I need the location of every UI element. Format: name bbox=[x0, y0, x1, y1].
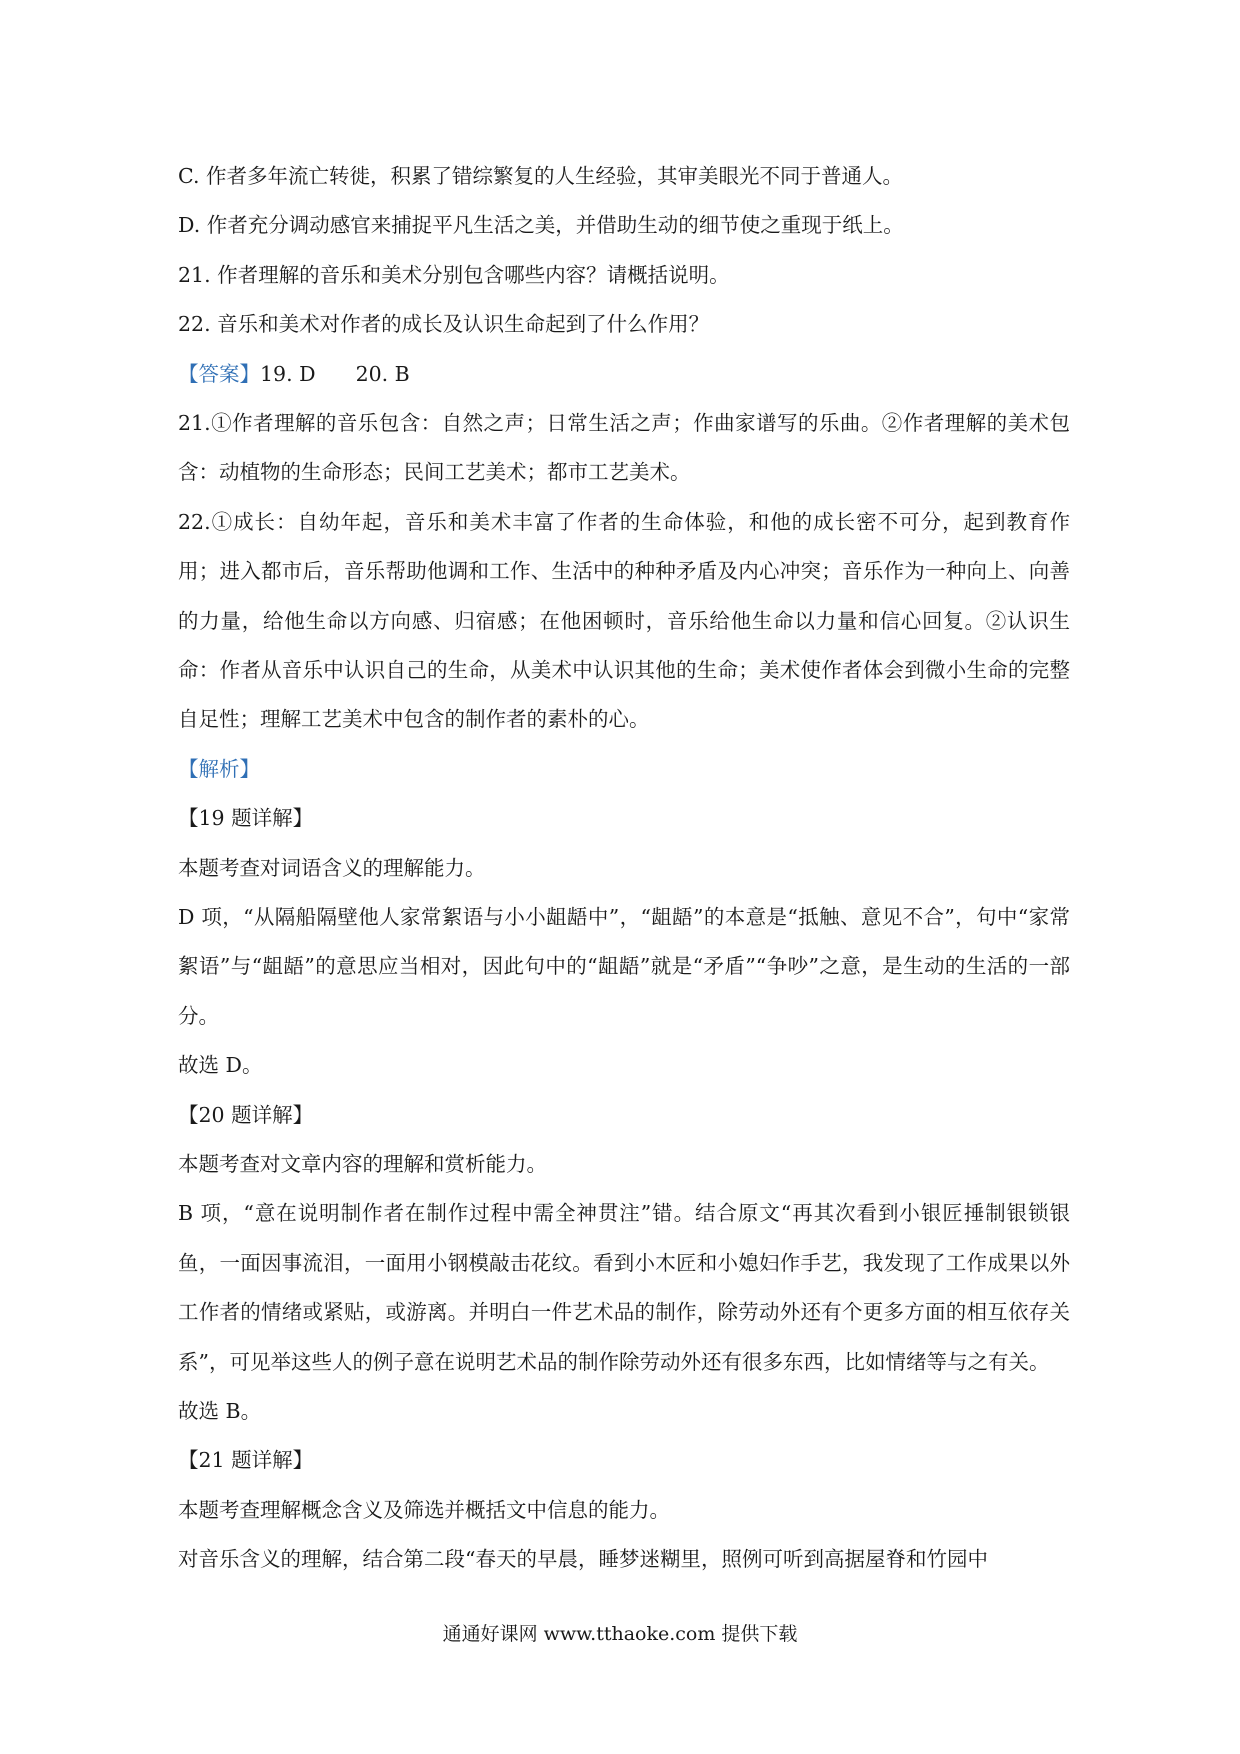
answer-19: 19. D bbox=[260, 361, 316, 386]
question-22: 22. 音乐和美术对作者的成长及认识生命起到了什么作用？ bbox=[178, 312, 710, 337]
answer-20: 20. B bbox=[355, 361, 410, 386]
answer-21: 21.①作者理解的音乐包含：自然之声；日常生活之声；作曲家谱写的乐曲。②作者理解的美术包含：动植物的生命形态；民间工艺美术；都市工艺美术。 bbox=[178, 410, 1070, 485]
section-21-heading: 【21 题详解】 bbox=[178, 1448, 314, 1473]
footer-watermark: 通通好课网 www.tthaoke.com 提供下载 bbox=[442, 1623, 798, 1645]
section-21-body: 对音乐含义的理解，结合第二段“春天的早晨，睡梦迷糊里，照例可听到高据屋脊和竹园中 bbox=[178, 1547, 988, 1572]
section-20-body: B 项，“意在说明制作者在制作过程中需全神贯注”错。结合原文“再其次看到小银匠捶制银锁银鱼，一面因事流泪，一面用小钢模敲击花纹。看到小木匠和小媳妇作手艺，我发现了工作成果以外工作者的情绪或紧贴，或游离。并明白一件艺术品的制作，除劳动外还有个更多方面的相互依存关系”，可见举这些人的例子意在说明艺术品的制作除劳动外还有很多东西，比如情绪等与之有关。 bbox=[178, 1201, 1070, 1374]
section-19-body: D 项，“从隔船隔壁他人家常絮语与小小龃龉中”，“龃龉”的本意是“抵触、意见不合”，句中“家常絮语”与“龃龉”的意思应当相对，因此句中的“龃龉”就是“矛盾”“争吵”之意，是生动的生活的一部分。 bbox=[178, 904, 1070, 1028]
section-20-conclusion: 故选 B。 bbox=[178, 1398, 262, 1423]
question-21: 21. 作者理解的音乐和美术分别包含哪些内容？请概括说明。 bbox=[178, 262, 730, 287]
section-20-heading: 【20 题详解】 bbox=[178, 1102, 314, 1127]
answer-line bbox=[178, 350, 1070, 399]
section-20-intro: 本题考查对文章内容的理解和赏析能力。 bbox=[178, 1151, 547, 1176]
answer-tag: 【答案】 bbox=[178, 361, 260, 386]
option-c: C. 作者多年流亡转徙，积累了错综繁复的人生经验，其审美眼光不同于普通人。 bbox=[178, 164, 903, 188]
section-21-intro: 本题考查理解概念含义及筛选并概括文中信息的能力。 bbox=[178, 1497, 670, 1522]
page-content bbox=[178, 152, 1070, 1585]
section-19-conclusion: 故选 D。 bbox=[178, 1053, 263, 1078]
option-d: D. 作者充分调动感官来捕捉平凡生活之美，并借助生动的细节使之重现于纸上。 bbox=[178, 213, 904, 238]
answer-22: 22.①成长：自幼年起，音乐和美术丰富了作者的生命体验，和他的成长密不可分，起到教育作用；进入都市后，音乐帮助他调和工作、生活中的种种矛盾及内心冲突；音乐作为一种向上、向善的力量，给他生命以方向感、归宿感；在他困顿时，音乐给他生命以力量和信心回复。②认识生命：作者从音乐中认识自己的生命，从美术中认识其他的生命；美术使作者体会到微小生命的完整自足性；理解工艺美术中包含的制作者的素朴的心。 bbox=[178, 509, 1070, 732]
analysis-tag: 【解析】 bbox=[178, 756, 260, 781]
section-19-heading: 【19 题详解】 bbox=[178, 806, 314, 831]
section-19-intro: 本题考查对词语含义的理解能力。 bbox=[178, 855, 486, 880]
